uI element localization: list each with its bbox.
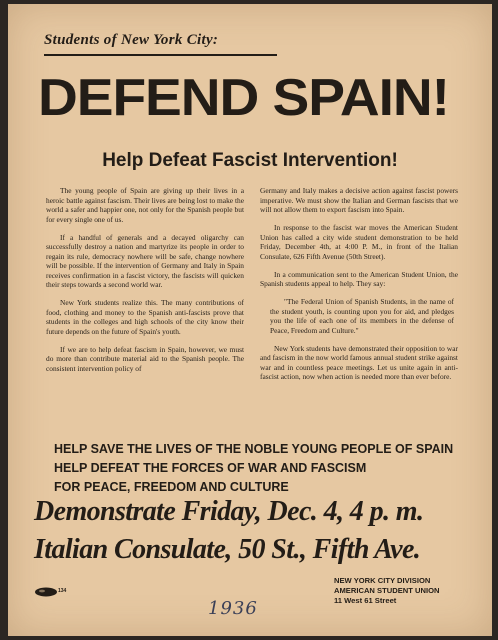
body-paragraph: If we are to help defeat fascism in Spain, however, we must do more than contribute material aid to the Spanish people. The consistent intervention policy of — [46, 344, 244, 373]
slogans — [54, 440, 453, 497]
address-line: NEW YORK CITY DIVISION — [334, 576, 431, 585]
slogan-line: HELP SAVE THE LIVES OF THE NOBLE YOUNG PEOPLE OF SPAIN — [54, 442, 454, 456]
left-column — [46, 186, 244, 382]
subhead: Help Defeat Fascist Intervention! — [102, 150, 398, 171]
quote-paragraph: "The Federal Union of Spanish Students, in the name of the student youth, is counting upon you for aid, and pledges you the life of each one of its members in the defense of Peace, Freedom and Culture." — [270, 297, 454, 335]
body-paragraph: In a communication sent to the American Student Union, the Spanish students appeal to help. They say: — [260, 269, 458, 288]
union-bug-number: 134 — [58, 588, 67, 594]
demonstration-date: Demonstrate Friday, Dec. 4, 4 p. m. — [34, 496, 424, 527]
poster-sheet — [8, 4, 492, 636]
body-paragraph: If a handful of generals and a decayed oligarchy can successfully destroy a nation and martyrize its people in order to regain its rule, democracy nowhere will be safe, change nowhere will be possible. If the intervention of Germany and Italy in Spain receives confirmation in a fascist victory, the fascists will quicken their steps towards a second world war. — [46, 232, 244, 289]
body-paragraph: New York students have demonstrated their opposition to war and fascism in the now world famous annual student strike against war and in countless peace meetings. Let us unite again in anti-fascist action, now when action is needed more than ever before. — [260, 343, 458, 381]
body-paragraph: New York students realize this. The many contributions of food, clothing and money to the Spanish anti-fascists prove that students in the colleges and high schools of the city know their future depends on the future of Spain's youth. — [46, 298, 244, 336]
kicker-underline — [44, 54, 277, 56]
page-title: DEFEND SPAIN! — [38, 69, 449, 127]
body-paragraph: The young people of Spain are giving up their lives in a heroic battle against fascism. Their lives are being lost to make the world a safer and happier one, not only for the Spanish people but for every single one of us. — [46, 186, 244, 224]
right-column — [260, 186, 458, 390]
demonstration-location: Italian Consulate, 50 St., Fifth Ave. — [34, 534, 421, 565]
union-bug-icon — [34, 586, 58, 598]
address-line: AMERICAN STUDENT UNION — [334, 586, 440, 595]
address-line: 11 West 61 Street — [334, 596, 397, 605]
handwritten-year: 1936 — [208, 598, 258, 619]
body-paragraph: In response to the fascist war moves the American Student Union has called a city wide student demonstration to be held Friday, December 4th, at 4:00 P. M., in front of the Italian Consulate, 626 Fifth Avenue (50th Street). — [260, 223, 458, 261]
slogan-line: HELP DEFEAT THE FORCES OF WAR AND FASCISM — [54, 461, 367, 475]
sponsor-address — [334, 576, 439, 606]
body-paragraph: Germany and Italy makes a decisive action against fascist powers imperative. We must show the Italian and German fascists that we will not allow them to export fascism into Spain. — [260, 186, 458, 214]
kicker-heading: Students of New York City: — [44, 32, 219, 48]
slogan-line: FOR PEACE, FREEDOM AND CULTURE — [54, 480, 289, 494]
